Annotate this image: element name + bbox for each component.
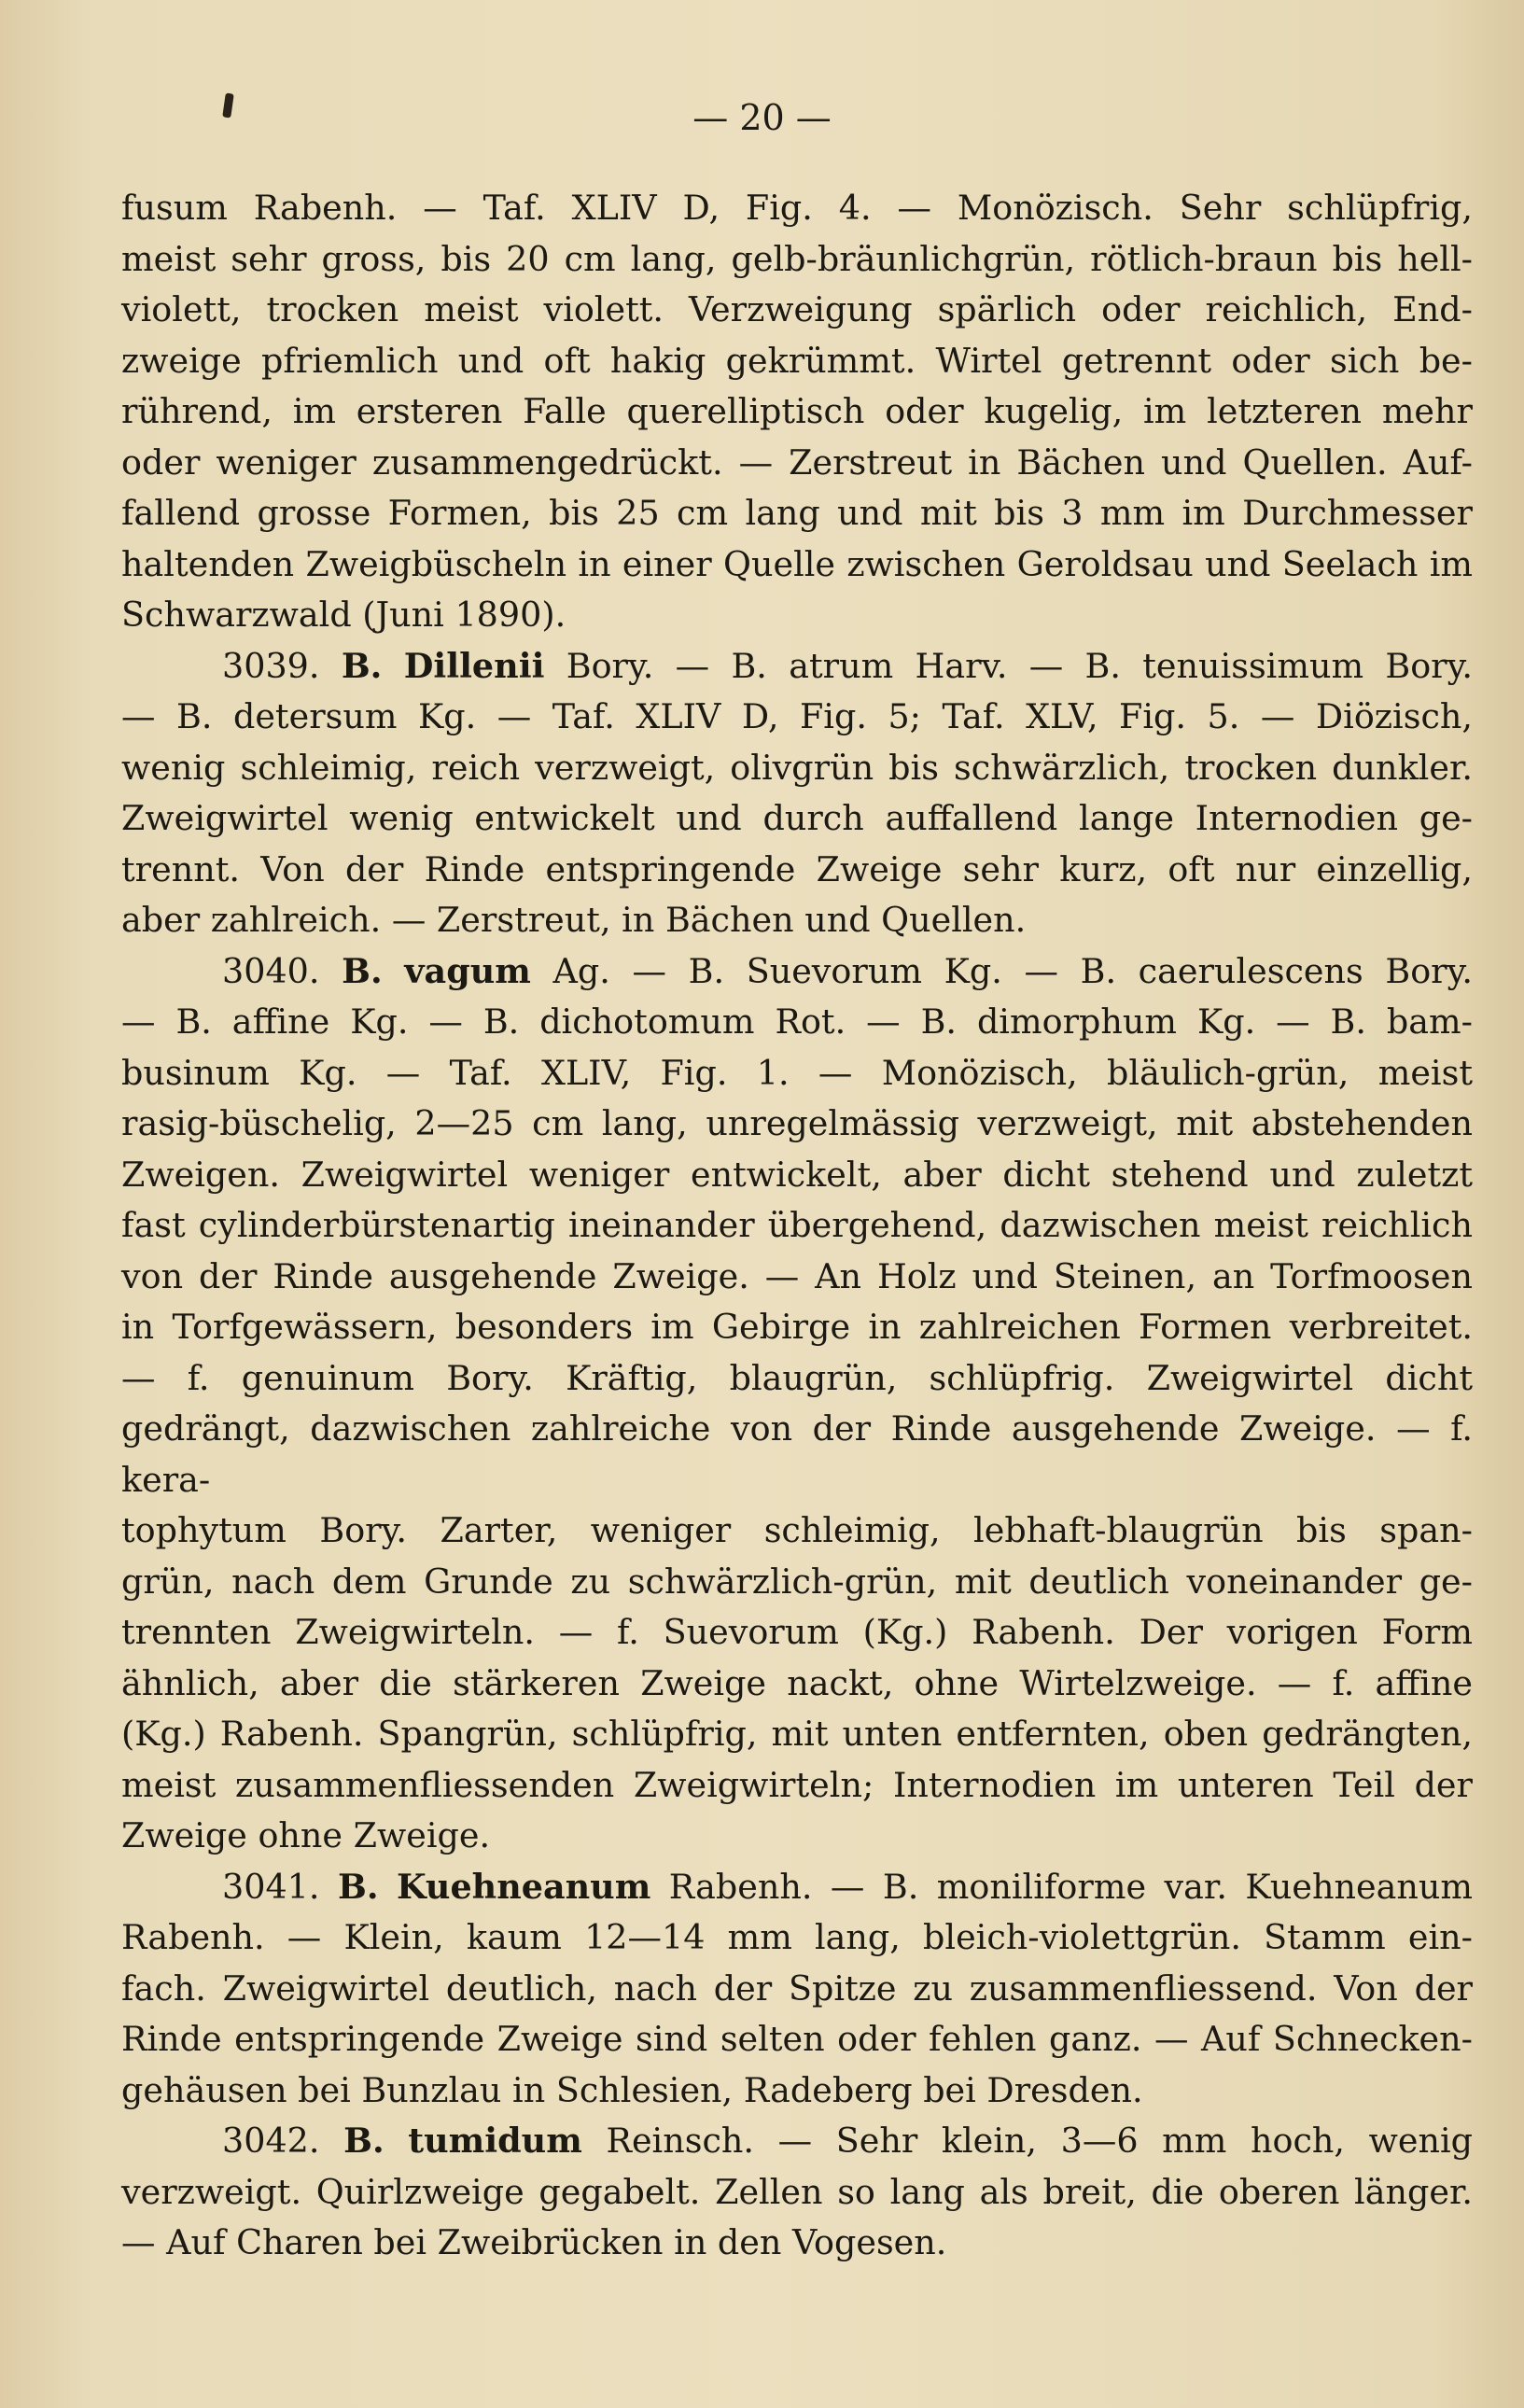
entry-number: 3042. [222, 2121, 320, 2161]
text-line: verzweigt. Quirlzweige gegabelt. Zellen so lang als breit, die oberen länger. [121, 2171, 1473, 2212]
genus-abbrev: B. [342, 950, 383, 991]
entry-number: 3039. [222, 645, 320, 686]
text-line: tophytum Bory. Zarter, weniger schleimig, lebhaft-blaugrün bis span- [121, 1510, 1473, 1550]
text-line: grün, nach dem Grunde zu schwärzlich-grün, mit deutlich voneinander ge- [121, 1561, 1473, 1602]
text-line: wenig schleimig, reich verzweigt, olivgrün bis schwärzlich, trocken dunkler. [121, 747, 1473, 788]
text-line: fusum Rabenh. — Taf. XLIV D, Fig. 4. — Monözisch. Sehr schlüpfrig, [121, 188, 1473, 228]
text-line: haltenden Zweigbüscheln in einer Quelle zwischen Geroldsau und Seelach im [121, 543, 1473, 584]
text-body [121, 183, 1473, 2269]
text-line: fach. Zweigwirtel deutlich, nach der Spitze zu zusammenfliessend. Von der [121, 1967, 1473, 2009]
text-line: (Kg.) Rabenh. Spangrün, schlüpfrig, mit unten entfernten, oben gedrängten, [121, 1714, 1473, 1754]
text-line: gehäusen bei Bunzlau in Schlesien, Radeberg bei Dresden. [121, 2069, 1143, 2110]
text-line: gedrängt, dazwischen zahlreiche von der Rinde ausgehende Zweige. — f. kera- [121, 1408, 1473, 1500]
text-line: trennten Zweigwirteln. — f. Suevorum (Kg.) Rabenh. Der vorigen Form [121, 1612, 1473, 1652]
text-line: fast cylinderbürstenartig ineinander übergehend, dazwischen meist reichlich [121, 1205, 1473, 1245]
species-entry-3041 [121, 1862, 1473, 2117]
text-line: trennt. Von der Rinde entspringende Zweige sehr kurz, oft nur einzellig, [121, 848, 1473, 889]
text-line: — B. affine Kg. — B. dichotomum Rot. — B. dimorphum Kg. — B. bam- [121, 1001, 1473, 1042]
species-name: vagum [404, 950, 531, 991]
genus-abbrev: B. [337, 1866, 379, 1907]
species-name: tumidum [408, 2121, 582, 2161]
text-line: Rinde entspringende Zweige sind selten oder fehlen ganz. — Auf Schnecken- [121, 2019, 1473, 2059]
text-line: businum Kg. — Taf. XLIV, Fig. 1. — Monözisch, bläulich-grün, meist [121, 1052, 1473, 1093]
text-line: meist sehr gross, bis 20 cm lang, gelb-bräunlichgrün, rötlich-braun bis hell- [121, 238, 1473, 279]
entry-heading-line [121, 2116, 1473, 2167]
text-line: in Torfgewässern, besonders im Gebirge in zahlreichen Formen verbreitet. [121, 1307, 1473, 1347]
species-entry-3040 [121, 946, 1473, 1862]
text-line: — Auf Charen bei Zweibrücken in den Vogesen. [121, 2222, 947, 2262]
text-line: von der Rinde ausgehende Zweige. — An Holz und Steinen, an Torfmoosen [121, 1255, 1473, 1296]
text-line: Zweigwirtel wenig entwickelt und durch auffallend lange Internodien ge- [121, 798, 1473, 838]
entry-heading-rest: Bory. — B. atrum Harv. — B. tenuissimum Bory. [566, 645, 1473, 686]
entry-heading-line [121, 1862, 1473, 1913]
genus-abbrev: B. [341, 645, 383, 686]
text-line: violett, trocken meist violett. Verzweigung spärlich oder reichlich, End- [121, 289, 1473, 329]
text-line: fallend grosse Formen, bis 25 cm lang und mit bis 3 mm im Durchmesser [121, 493, 1473, 533]
text-line: rührend, im ersteren Falle querelliptisch oder kugelig, im letzteren mehr [121, 391, 1473, 431]
text-line: Zweigen. Zweigwirtel weniger entwickelt, aber dicht stehend und zuletzt [121, 1154, 1473, 1195]
text-line: Schwarzwald (Juni 1890). [121, 595, 566, 635]
text-line: — B. detersum Kg. — Taf. XLIV D, Fig. 5; Taf. XLV, Fig. 5. — Diözisch, [121, 696, 1473, 736]
entry-heading-rest: Ag. — B. Suevorum Kg. — B. caerulescens Bory. [552, 950, 1473, 991]
entry-heading-rest: Rabenh. — B. moniliforme var. Kuehneanum [668, 1866, 1473, 1907]
text-line: aber zahlreich. — Zerstreut, in Bächen und Quellen. [121, 900, 1027, 940]
text-line: Rabenh. — Klein, kaum 12—14 mm lang, bleich-violettgrün. Stamm ein- [121, 1917, 1473, 1957]
text-line: rasig-büschelig, 2—25 cm lang, unregelmässig verzweigt, mit abstehenden [121, 1103, 1473, 1143]
text-line: — f. genuinum Bory. Kräftig, blaugrün, schlüpfrig. Zweigwirtel dicht [121, 1357, 1473, 1398]
page-number: — 20 — [692, 97, 832, 138]
species-name: Dillenii [403, 645, 545, 686]
species-name: Kuehneanum [397, 1866, 651, 1907]
text-line: ähnlich, aber die stärkeren Zweige nackt, ohne Wirtelzweige. — f. affine [121, 1662, 1473, 1703]
entry-number: 3041. [222, 1866, 320, 1907]
text-line: zweige pfriemlich und oft hakig gekrümmt. Wirtel getrennt oder sich be- [121, 340, 1473, 381]
text-line: oder weniger zusammengedrückt. — Zerstreut in Bächen und Quellen. Auf- [121, 441, 1473, 483]
text-line: meist zusammenfliessenden Zweigwirteln; Internodien im unteren Teil der [121, 1764, 1473, 1805]
species-entry-3042 [121, 2116, 1473, 2269]
genus-abbrev: B. [343, 2121, 384, 2161]
text-line: Zweige ohne Zweige. [121, 1815, 491, 1855]
paragraph-continuation [121, 183, 1473, 641]
entry-heading-line [121, 946, 1473, 998]
species-entry-3039 [121, 641, 1473, 946]
entry-heading-line [121, 641, 1473, 693]
entry-heading-rest: Reinsch. — Sehr klein, 3—6 mm hoch, wenig [606, 2121, 1474, 2161]
entry-number: 3040. [222, 950, 320, 991]
